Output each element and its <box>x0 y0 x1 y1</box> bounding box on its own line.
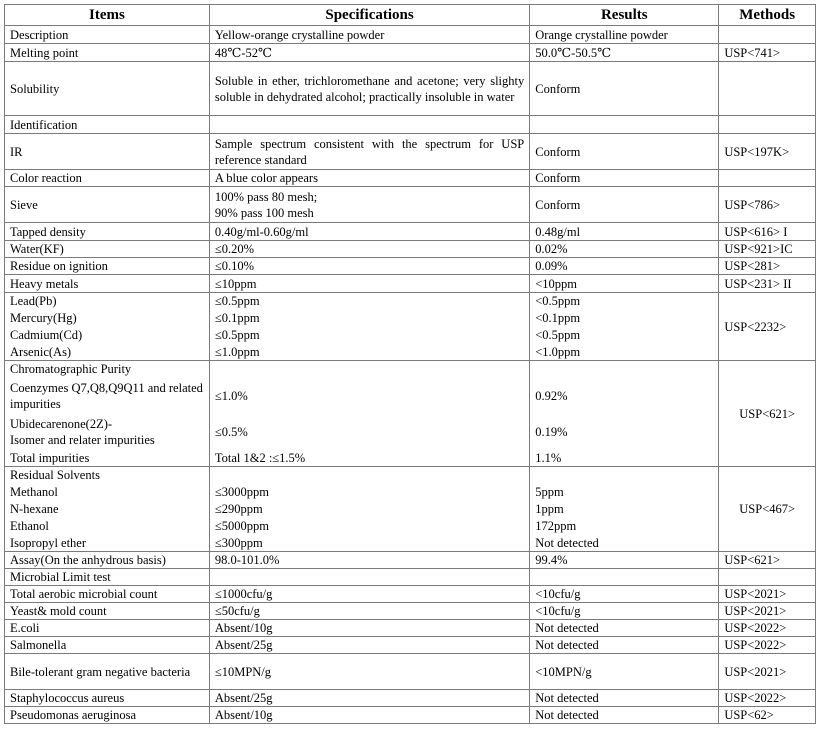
spec-cell <box>209 569 529 586</box>
table-row <box>5 654 816 690</box>
spec-cell: ≤10MPN/g <box>209 654 529 690</box>
result-cell <box>530 361 719 378</box>
item-cell: Lead(Pb) <box>5 293 210 310</box>
result-cell: 99.4% <box>530 552 719 569</box>
item-cell: Staphylococcus aureus <box>5 690 210 707</box>
spec-cell: ≤1.0ppm <box>209 344 529 361</box>
item-line: Ubidecarenone(2Z)- <box>10 416 113 431</box>
method-cell: USP<621> <box>719 361 816 467</box>
result-cell: Conform <box>530 170 719 187</box>
spec-cell: Yellow-orange crystalline powder <box>209 26 529 44</box>
table-row <box>5 586 816 603</box>
item-cell: Chromatographic Purity <box>5 361 210 378</box>
spec-cell: ≤1000cfu/g <box>209 586 529 603</box>
spec-line: 90% pass 100 mesh <box>214 205 314 220</box>
header-row <box>5 5 816 26</box>
method-cell <box>719 26 816 44</box>
item-cell: Residue on ignition <box>5 258 210 275</box>
item-cell: IR <box>5 134 210 170</box>
method-cell: USP<2232> <box>719 293 816 361</box>
result-cell: 1ppm <box>530 501 719 518</box>
method-cell: USP<621> <box>719 552 816 569</box>
result-cell: <10cfu/g <box>530 586 719 603</box>
spec-cell: Absent/10g <box>209 620 529 637</box>
spec-cell: 48℃-52℃ <box>209 44 529 62</box>
item-cell: Yeast& mold count <box>5 603 210 620</box>
header-methods: Methods <box>719 5 816 26</box>
item-cell: Melting point <box>5 44 210 62</box>
spec-cell: Sample spectrum consistent with the spectrum for USP reference standard <box>209 134 529 170</box>
spec-cell: ≤300ppm <box>209 535 529 552</box>
spec-cell: 98.0-101.0% <box>209 552 529 569</box>
header-specifications: Specifications <box>209 5 529 26</box>
spec-cell: A blue color appears <box>209 170 529 187</box>
method-cell: USP<231> II <box>719 275 816 293</box>
table-row <box>5 293 816 310</box>
item-cell: Ethanol <box>5 518 210 535</box>
item-cell: Assay(On the anhydrous basis) <box>5 552 210 569</box>
item-cell: Residual Solvents <box>5 467 210 484</box>
table-row <box>5 258 816 275</box>
table-row <box>5 327 816 344</box>
table-row <box>5 707 816 724</box>
item-cell: Pseudomonas aeruginosa <box>5 707 210 724</box>
table-row <box>5 414 816 450</box>
method-cell: USP<616> I <box>719 223 816 241</box>
table-row <box>5 187 816 223</box>
table-row <box>5 44 816 62</box>
table-row <box>5 603 816 620</box>
table-row <box>5 637 816 654</box>
method-cell <box>719 62 816 116</box>
result-cell: <0.5ppm <box>530 293 719 310</box>
method-cell <box>719 170 816 187</box>
spec-cell: ≤0.5ppm <box>209 327 529 344</box>
result-cell: <1.0ppm <box>530 344 719 361</box>
method-cell: USP<2021> <box>719 586 816 603</box>
result-cell: Not detected <box>530 690 719 707</box>
item-cell: Color reaction <box>5 170 210 187</box>
table-row <box>5 518 816 535</box>
spec-cell: Absent/25g <box>209 690 529 707</box>
result-cell: <0.1ppm <box>530 310 719 327</box>
item-cell: Coenzymes Q7,Q8,Q9Q11 and related impurities <box>5 378 210 414</box>
item-cell: Description <box>5 26 210 44</box>
result-cell: <10MPN/g <box>530 654 719 690</box>
spec-cell: ≤0.5ppm <box>209 293 529 310</box>
item-cell: Water(KF) <box>5 241 210 258</box>
table-row <box>5 535 816 552</box>
result-cell: <0.5ppm <box>530 327 719 344</box>
item-cell: Bile-tolerant gram negative bacteria <box>5 654 210 690</box>
table-row <box>5 552 816 569</box>
method-cell: USP<197K> <box>719 134 816 170</box>
item-cell: Sieve <box>5 187 210 223</box>
table-row <box>5 170 816 187</box>
result-cell <box>530 569 719 586</box>
table-row <box>5 484 816 501</box>
spec-cell: ≤5000ppm <box>209 518 529 535</box>
method-cell: USP<786> <box>719 187 816 223</box>
result-cell: 0.02% <box>530 241 719 258</box>
item-cell: Arsenic(As) <box>5 344 210 361</box>
spec-cell: Absent/25g <box>209 637 529 654</box>
item-cell: E.coli <box>5 620 210 637</box>
spec-cell: ≤0.20% <box>209 241 529 258</box>
method-cell: USP<741> <box>719 44 816 62</box>
item-cell <box>5 414 210 450</box>
result-cell: 5ppm <box>530 484 719 501</box>
item-cell: Salmonella <box>5 637 210 654</box>
table-row <box>5 223 816 241</box>
table-row <box>5 275 816 293</box>
table-row <box>5 26 816 44</box>
result-cell: Not detected <box>530 707 719 724</box>
result-cell: 0.09% <box>530 258 719 275</box>
spec-cell: ≤10ppm <box>209 275 529 293</box>
result-cell: 0.92% <box>530 378 719 414</box>
table-row <box>5 620 816 637</box>
table-row <box>5 450 816 467</box>
method-cell: USP<2022> <box>719 620 816 637</box>
item-cell: N-hexane <box>5 501 210 518</box>
item-cell: Total aerobic microbial count <box>5 586 210 603</box>
result-cell: <10ppm <box>530 275 719 293</box>
result-cell: 172ppm <box>530 518 719 535</box>
result-cell: <10cfu/g <box>530 603 719 620</box>
spec-line: 100% pass 80 mesh; <box>214 189 318 204</box>
item-cell: Total impurities <box>5 450 210 467</box>
result-cell: Conform <box>530 62 719 116</box>
spec-cell: ≤0.1ppm <box>209 310 529 327</box>
result-cell: Orange crystalline powder <box>530 26 719 44</box>
spec-cell: ≤0.5% <box>209 414 529 450</box>
spec-cell: ≤3000ppm <box>209 484 529 501</box>
method-cell: USP<62> <box>719 707 816 724</box>
item-cell: Cadmium(Cd) <box>5 327 210 344</box>
header-results: Results <box>530 5 719 26</box>
table-row <box>5 467 816 484</box>
table-row <box>5 116 816 134</box>
item-cell: Solubility <box>5 62 210 116</box>
spec-cell: Absent/10g <box>209 707 529 724</box>
table-row <box>5 361 816 378</box>
item-cell: Tapped density <box>5 223 210 241</box>
method-cell: USP<2022> <box>719 637 816 654</box>
table-row <box>5 310 816 327</box>
result-cell: Conform <box>530 134 719 170</box>
result-cell <box>530 116 719 134</box>
table-row <box>5 501 816 518</box>
result-cell: Not detected <box>530 620 719 637</box>
spec-cell: ≤0.10% <box>209 258 529 275</box>
spec-cell: Soluble in ether, trichloromethane and acetone; very slighty soluble in dehydrated alcohol; practically insoluble in water <box>209 62 529 116</box>
result-cell: Not detected <box>530 637 719 654</box>
item-cell: Identification <box>5 116 210 134</box>
specification-table <box>4 4 816 724</box>
spec-cell: ≤290ppm <box>209 501 529 518</box>
result-cell: Conform <box>530 187 719 223</box>
header-items: Items <box>5 5 210 26</box>
result-cell <box>530 467 719 484</box>
result-cell: 0.48g/ml <box>530 223 719 241</box>
spec-cell: ≤50cfu/g <box>209 603 529 620</box>
spec-cell <box>209 467 529 484</box>
method-cell: USP<467> <box>719 467 816 552</box>
item-cell: Mercury(Hg) <box>5 310 210 327</box>
table-row <box>5 344 816 361</box>
table-row <box>5 134 816 170</box>
method-cell: USP<2021> <box>719 603 816 620</box>
result-cell: 50.0℃-50.5℃ <box>530 44 719 62</box>
method-cell <box>719 116 816 134</box>
result-cell: 1.1% <box>530 450 719 467</box>
table-row <box>5 62 816 116</box>
item-line: Isomer and relater impurities <box>10 432 155 447</box>
spec-cell <box>209 187 529 223</box>
result-cell: Not detected <box>530 535 719 552</box>
result-cell: 0.19% <box>530 414 719 450</box>
item-cell: Heavy metals <box>5 275 210 293</box>
method-cell: USP<921>IC <box>719 241 816 258</box>
item-cell: Microbial Limit test <box>5 569 210 586</box>
spec-cell: 0.40g/ml-0.60g/ml <box>209 223 529 241</box>
method-cell: USP<2021> <box>719 654 816 690</box>
spec-cell: ≤1.0% <box>209 378 529 414</box>
method-cell: USP<2022> <box>719 690 816 707</box>
table-row <box>5 690 816 707</box>
method-cell <box>719 569 816 586</box>
table-row <box>5 241 816 258</box>
method-cell: USP<281> <box>719 258 816 275</box>
spec-cell: Total 1&2 :≤1.5% <box>209 450 529 467</box>
spec-cell <box>209 116 529 134</box>
table-row <box>5 569 816 586</box>
table-row <box>5 378 816 414</box>
item-cell: Methanol <box>5 484 210 501</box>
spec-cell <box>209 361 529 378</box>
item-cell: Isopropyl ether <box>5 535 210 552</box>
